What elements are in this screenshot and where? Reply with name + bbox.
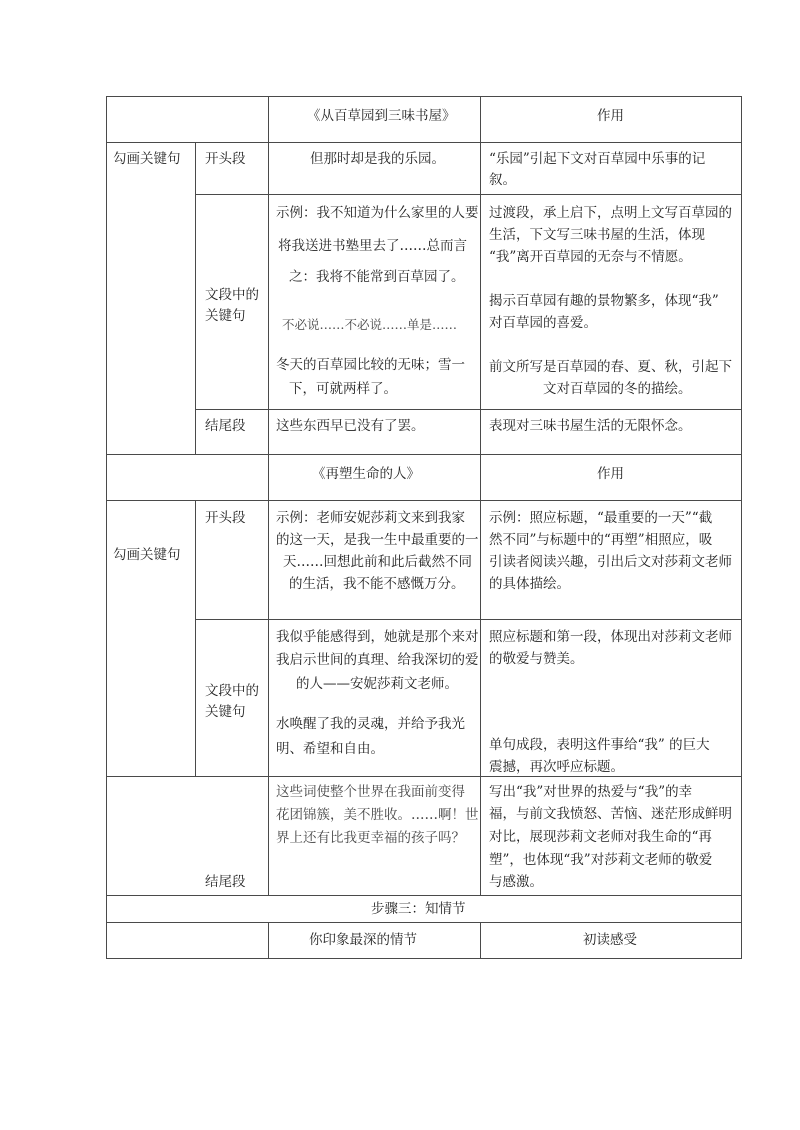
section1-title: 《从百草园到三味书屋》 [307,108,456,124]
table-rule [195,409,742,410]
section2-middle-sentence-line: 我启示世间的真理、给我深切的爱 [276,652,479,668]
section1-middle-sentence-line: 冬天的百草园比较的无味；雪一 [276,357,465,373]
section2-middle-sentence-line: 的人——安妮莎莉文老师。 [296,676,458,692]
section2-ending-effect-line: 对比，展现莎莉文老师对我生命的“再 [489,829,712,845]
table-rule [106,922,742,923]
section2-ending-sentence-line: 界上还有比我更幸福的孩子吗？ [276,830,465,846]
section2-ending-effect-line: 塑”，也体现“我”对莎莉文老师的敬爱 [489,852,713,868]
table-rule [195,619,742,620]
section3-step-title: 步骤三：知情节 [371,901,466,917]
section1-middle-effect-line: 对百草园的喜爱。 [489,315,597,331]
section2-ending-sentence-line: 这些词使整个世界在我面前变得 [276,784,465,800]
section2-ending-label: 结尾段 [205,874,246,890]
section1-middle-effect-line: 生活，下文写三味书屋的生活，体现 [489,227,705,243]
section1-opening-sentence: 但那时却是我的乐园。 [310,151,445,167]
section2-opening-effect-line: 示例：照应标题，“最重要的一天”“截 [489,510,713,526]
table-rule [106,500,742,501]
table-border-bottom [106,958,742,959]
section2-middle-sentence-line: 明、希望和自由。 [276,741,384,757]
section1-middle-effect-line: 前文所写是百草园的春、夏、秋，引起下 [489,359,732,375]
section2-opening-sentence-line: 的这一天，是我一生中最重要的一 [276,532,479,548]
section2-opening-sentence-line: 的生活，我不能不感慨万分。 [289,576,465,592]
section1-ending-label: 结尾段 [205,418,246,434]
section1-middle-sentence: 不必说……不必说……单是…… [282,317,458,332]
section1-opening-effect-line: 叙。 [489,172,516,188]
table-rule [195,194,742,195]
table-rule [195,142,196,454]
section1-middle-effect-line: “我”离开百草园的无奈与不情愿。 [489,249,692,265]
section2-middle-effect-line: 照应标题和第一段，体现出对莎莉文老师 [489,629,732,645]
section2-opening-label: 开头段 [205,510,246,526]
section2-title: 《再塑生命的人》 [312,466,420,482]
section1-middle-label-line: 文段中的 [205,287,259,303]
section2-ending-sentence-line: 花团锦簇，美不胜收。……啊！世 [276,807,479,823]
table-rule [106,776,742,777]
table-rule [480,96,481,895]
section2-middle-effect-line: 的敬爱与赞美。 [489,651,584,667]
section1-opening-label: 开头段 [205,151,246,167]
table-rule [480,922,481,958]
section2-ending-effect-line: 福，与前文我愤怒、苦恼、迷茫形成鲜明 [489,806,732,822]
table-rule [106,454,742,455]
section2-opening-effect-line: 然不同”与标题中的“再塑”相照应，吸 [489,532,713,548]
section1-middle-sentence-line: 示例：我不知道为什么家里的人要 [276,205,479,221]
section1-effect-header: 作用 [597,108,624,124]
section1-middle-sentence-line: 之：我将不能常到百草园了。 [289,269,465,285]
section2-middle-sentence-line: 我似乎能感得到，她就是那个来对 [276,629,479,645]
section2-opening-sentence-line: 示例：老师安妮莎莉文来到我家 [276,510,465,526]
section1-middle-sentence-line: 将我送进书塾里去了……总而言 [278,238,467,254]
table-border-top [106,96,742,97]
section1-row-group: 勾画关键句 [113,151,181,167]
section2-middle-effect-line: 震撼，再次呼应标题。 [489,759,624,775]
section1-middle-effect-line: 过渡段，承上启下，点明上文写百草园的 [489,205,732,221]
table-rule [268,96,269,895]
section1-opening-effect-line: “乐园”引起下文对百草园中乐事的记 [489,151,706,167]
section2-opening-effect-line: 引读者阅读兴趣，引出后文对莎莉文老师 [489,554,732,570]
section2-middle-label-line: 关键句 [205,704,246,720]
table-rule [268,922,269,958]
section2-middle-label-line: 文段中的 [205,683,259,699]
section2-opening-sentence-line: 天……回想此前和此后截然不同 [283,554,472,570]
section2-opening-effect-line: 的具体描绘。 [489,576,570,592]
section2-middle-sentence-line: 水唤醒了我的灵魂，并给予我光 [276,716,465,732]
table-border-left [106,96,107,958]
section1-middle-effect-line: 文对百草园的冬的描绘。 [543,381,692,397]
section3-feeling-header: 初读感受 [583,932,637,948]
table-rule [195,500,196,776]
section1-middle-label-line: 关键句 [205,308,246,324]
section2-ending-effect-line: 写出“我”对世界的热爱与“我”的幸 [489,784,693,800]
table-rule [106,895,742,896]
section1-ending-effect: 表现对三味书屋生活的无限怀念。 [489,418,692,434]
section3-plot-header: 你印象最深的情节 [309,932,417,948]
section1-ending-sentence: 这些东西早已没有了罢。 [276,418,425,434]
section2-ending-effect-line: 与感激。 [489,874,543,890]
section2-middle-effect-line: 单句成段，表明这件事给“我” 的巨大 [489,737,710,753]
section1-middle-effect-line: 揭示百草园有趣的景物繁多，体现“我” [489,293,719,309]
table-rule [106,142,742,143]
section1-middle-sentence-line: 下，可就两样了。 [289,381,397,397]
section2-row-group: 勾画关键句 [113,547,181,563]
table-border-right [741,96,742,958]
section2-effect-header: 作用 [597,466,624,482]
